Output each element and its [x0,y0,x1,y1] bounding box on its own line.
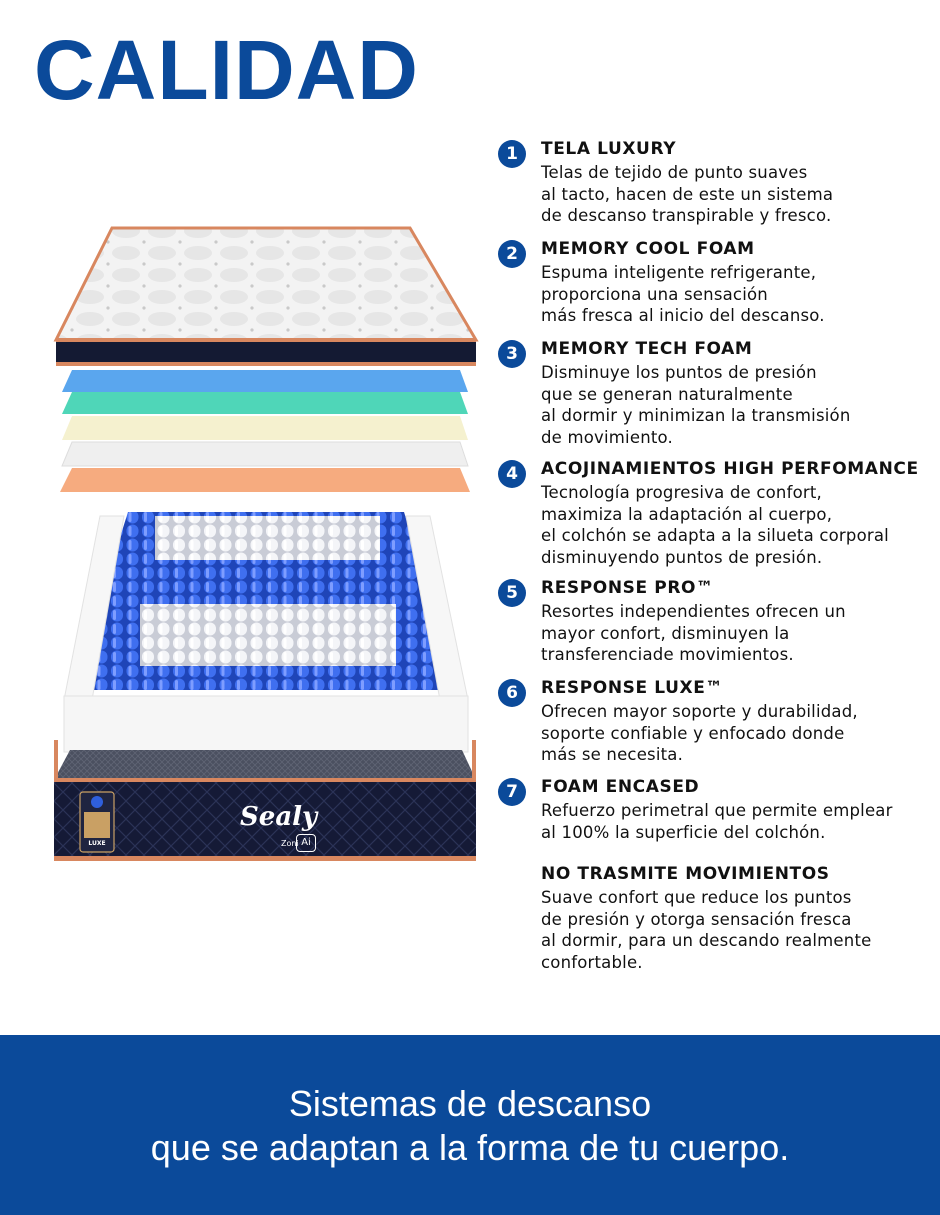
mattress-base [54,740,476,861]
feature-description: Tecnología progresiva de confort, maximiza la adaptación al cuerpo, el colchón se adapta a la silueta corporal disminuyendo puntos de presión. [541,483,889,567]
sealy-logo: Sealy [240,802,318,832]
feature-description: Disminuye los puntos de presión que se generan naturalmente al dormir y minimizan la transmisión de movimiento. [541,363,851,447]
feature-number-badge: 6 [498,679,526,707]
footer-tagline-line1: Sistemas de descanso [288,1083,652,1124]
feature-item [498,577,928,677]
feature-title: TELA LUXURY [541,139,677,159]
zoni-label: Zoni [281,839,299,848]
feature-description: Ofrecen mayor soporte y durabilidad, soporte confiable y enfocado donde más se necesita. [541,702,858,764]
page-title: CALIDAD [34,23,419,117]
feature-description: Suave confort que reduce los puntos de presión y otorga sensación fresca al dormir, para un descando realmente confortable. [541,888,872,972]
feature-item [498,677,928,776]
feature-number-badge: 2 [498,240,526,268]
feature-description: Refuerzo perimetral que permite emplear al 100% la superficie del colchón. [541,801,893,842]
feature-item [498,138,928,238]
feature-description: Telas de tejido de punto suaves al tacto, hacen de este un sistema de descanso transpirable y fresco. [541,163,834,225]
spring-unit [64,512,468,752]
ai-badge: Ai [296,834,316,852]
feature-item [498,863,928,973]
feature-number-badge: 3 [498,340,526,368]
feature-description: Resortes independientes ofrecen un mayor confort, disminuyen la transferenciade movimientos. [541,602,846,664]
feature-title: MEMORY TECH FOAM [541,339,753,359]
luxe-tag-label: LUXE [88,840,106,847]
feature-number-badge: 1 [498,140,526,168]
feature-title: FOAM ENCASED [541,777,700,797]
footer-tagline-line2: que se adaptan a la forma de tu cuerpo. [150,1127,790,1168]
feature-title: RESPONSE LUXE™ [541,678,724,698]
feature-number-badge: 5 [498,579,526,607]
feature-item [498,238,928,338]
feature-number-badge: 7 [498,778,526,806]
top-quilted-layer [56,228,476,366]
feature-title: ACOJINAMIENTOS HIGH PERFOMANCE [541,459,919,479]
feature-number-badge: 4 [498,460,526,488]
mattress-illustration [0,0,500,900]
feature-title: MEMORY COOL FOAM [541,239,755,259]
feature-list [498,138,928,973]
feature-item [498,776,928,863]
feature-item [498,458,928,577]
feature-title: NO TRASMITE MOVIMIENTOS [541,864,830,884]
footer-banner [0,1035,940,1215]
feature-description: Espuma inteligente refrigerante, proporciona una sensación más fresca al inicio del descanso. [541,263,825,325]
foam-layers [60,370,470,492]
feature-item [498,338,928,458]
feature-title: RESPONSE PRO™ [541,578,714,598]
